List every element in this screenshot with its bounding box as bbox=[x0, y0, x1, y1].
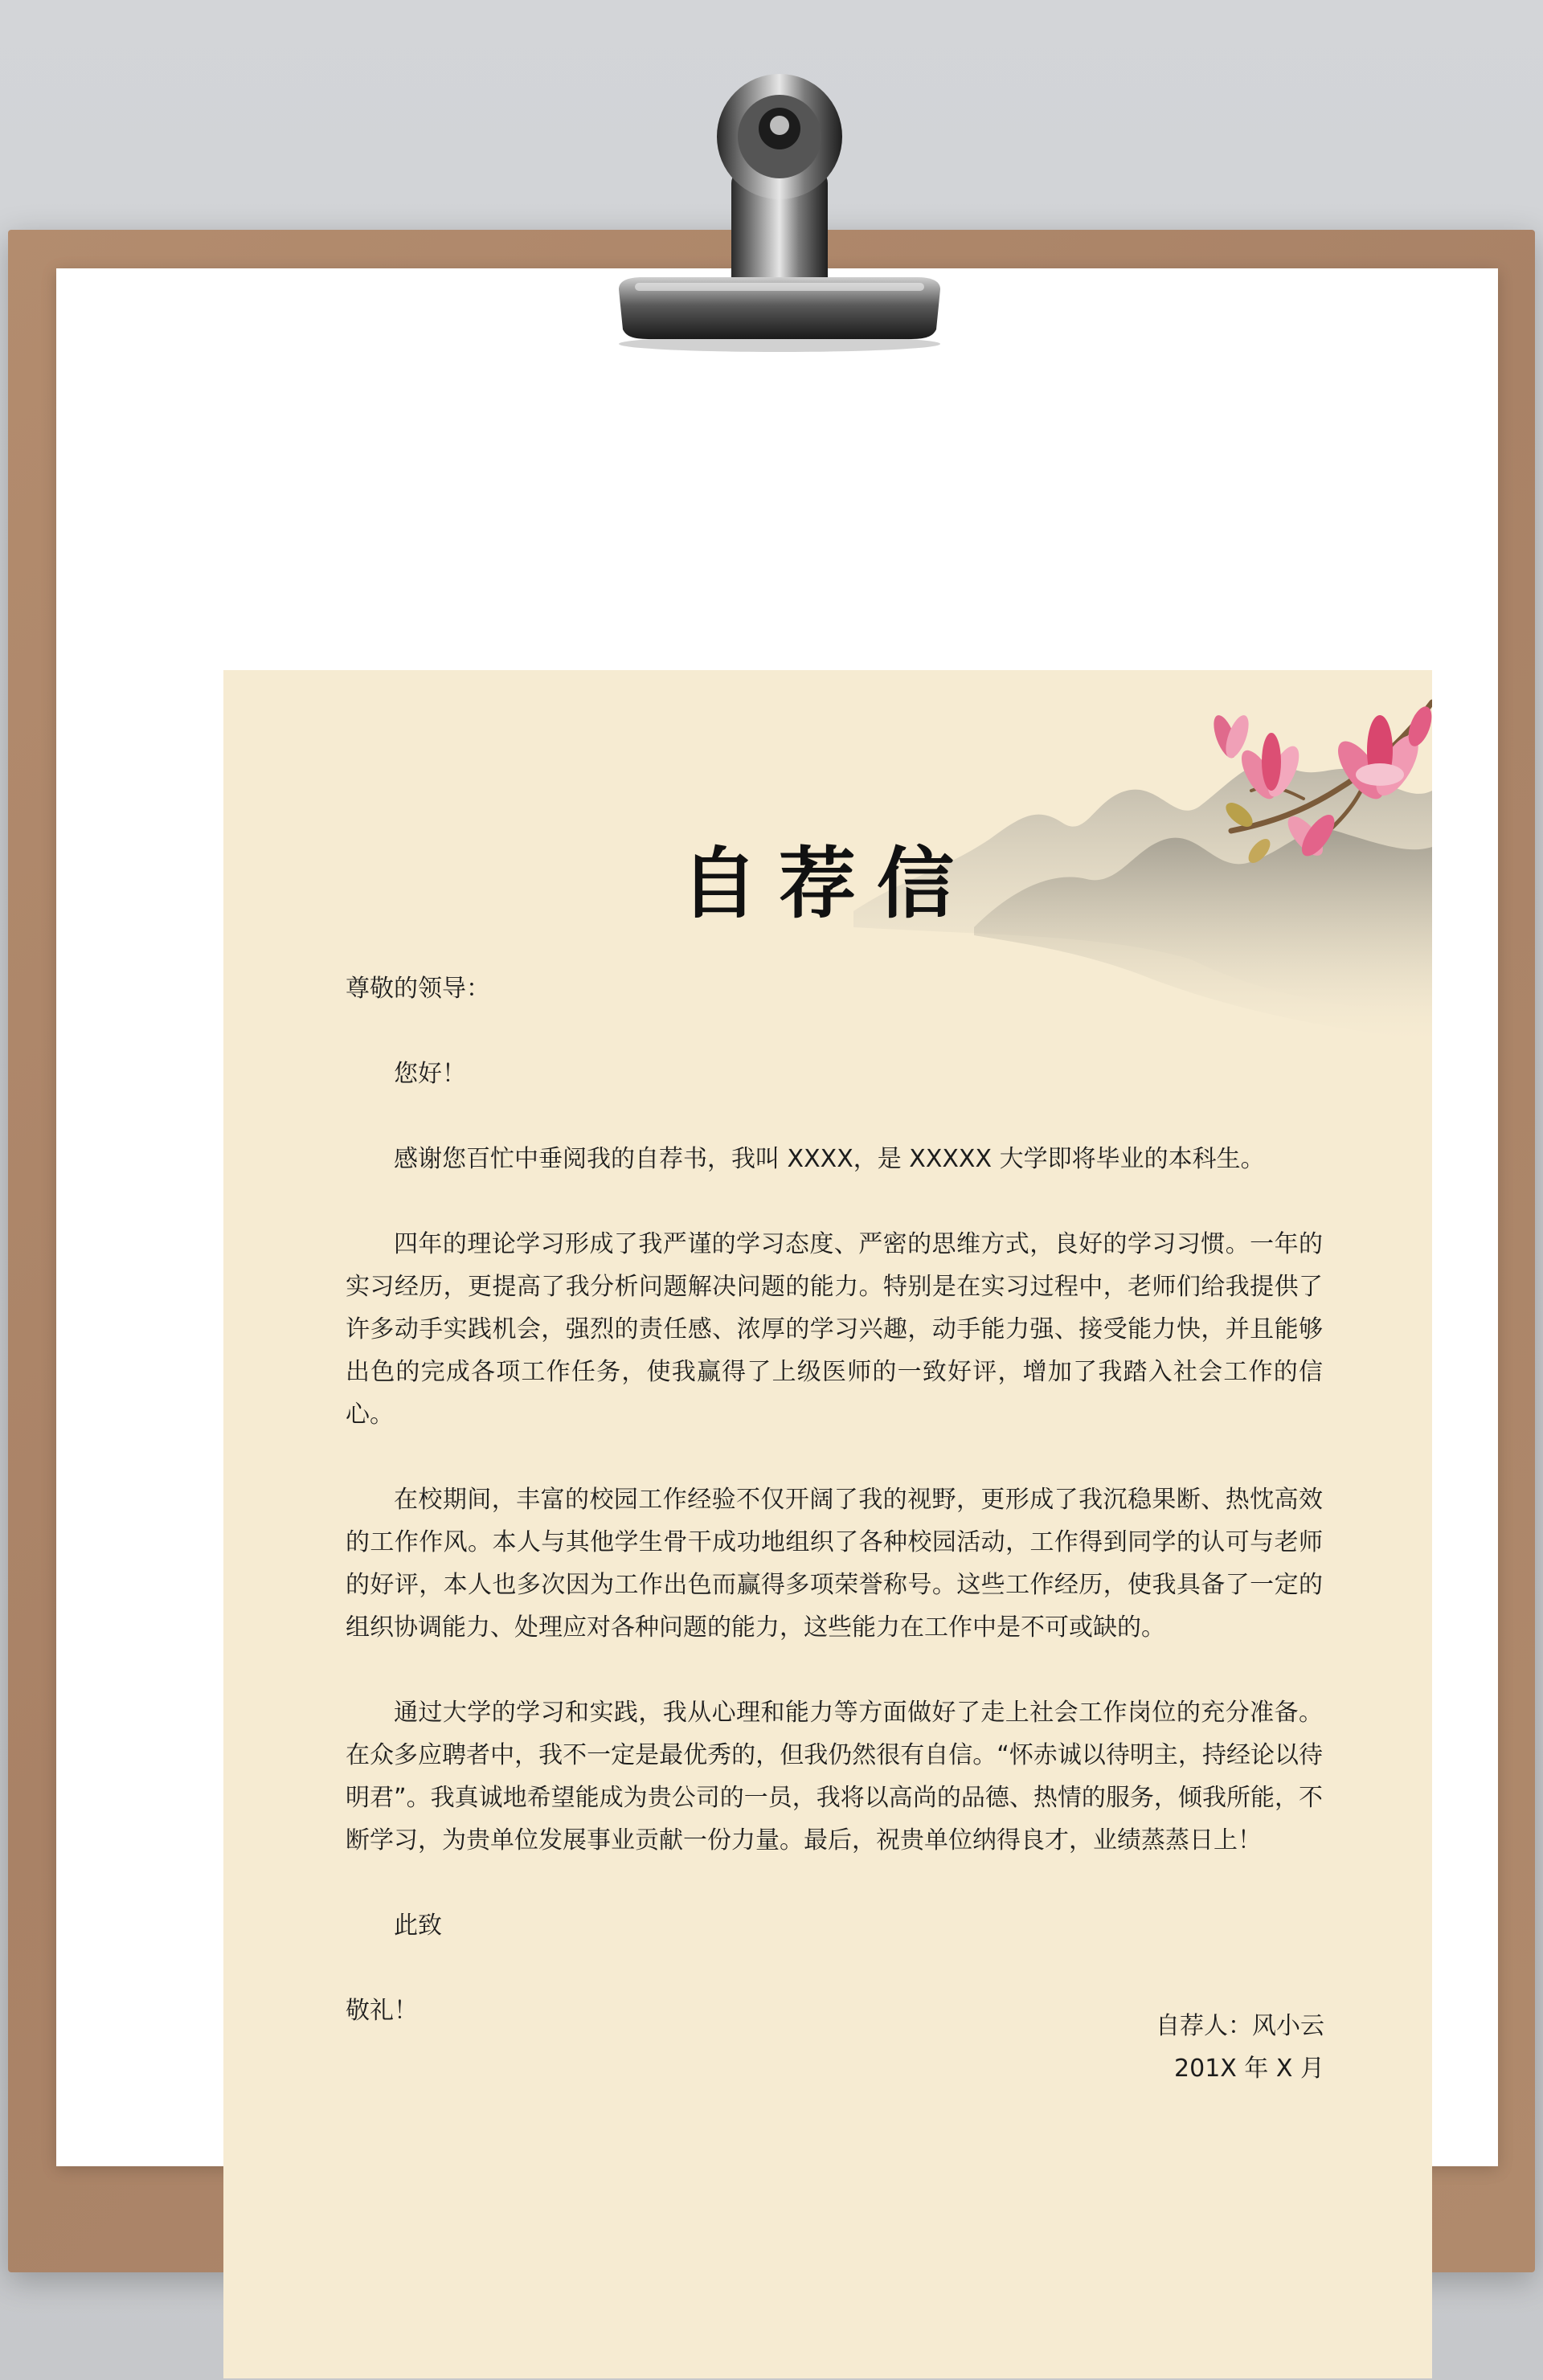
paragraph-intro: 感谢您百忙中垂阅我的自荐书，我叫 XXXX，是 XXXXX 大学即将毕业的本科生。 bbox=[394, 1145, 1265, 1173]
paper-sheet bbox=[56, 268, 1498, 2166]
paragraph-study: 四年的理论学习形成了我严谨的学习态度、严密的思维方式，良好的学习习惯。一年的实习经历，更提高了我分析问题解决问题的能力。特别是在实习过程中，老师们给我提供了许多动手实践机会，强烈的责任感、浓厚的学习兴趣，动手能力强、接受能力快，并且能够出色的完成各项工作任务，使我赢得了上级医师的一致好评，增加了我踏入社会工作的信心。 bbox=[346, 1230, 1323, 1429]
letter-page bbox=[223, 670, 1432, 2378]
signature-block bbox=[1156, 2005, 1324, 2090]
letter-body bbox=[346, 967, 1323, 2075]
binder-clip-icon bbox=[611, 48, 948, 354]
paragraph-closing: 通过大学的学习和实践，我从心理和能力等方面做好了走上社会工作岗位的充分准备。在众多应聘者中，我不一定是最优秀的，但我仍然很有自信。“怀赤诚以待明主，持经论以待明君”。我真诚地希望能成为贵公司的一员，我将以高尚的品德、热情的服务，倾我所能，不断学习，为贵单位发展事业贡献一份力量。最后，祝贵单位纳得良才，业绩蒸蒸日上！ bbox=[346, 1699, 1323, 1855]
signature: 自荐人：风小云 bbox=[1156, 2012, 1324, 2040]
salutation: 尊敬的领导： bbox=[346, 975, 490, 1003]
letter-title: 自荐信 bbox=[681, 839, 975, 929]
date: 201X 年 X 月 bbox=[1174, 2055, 1324, 2083]
regards: 敬礼！ bbox=[346, 1997, 418, 2025]
paragraph-campus: 在校期间，丰富的校园工作经验不仅开阔了我的视野，更形成了我沉稳果断、热忱高效的工作作风。本人与其他学生骨干成功地组织了各种校园活动，工作得到同学的认可与老师的好评，本人也多次因为工作出色而赢得多项荣誉称号。这些工作经历，使我具备了一定的组织协调能力、处理应对各种问题的能力，这些能力在工作中是不可或缺的。 bbox=[346, 1486, 1323, 1642]
closing-phrase: 此致 bbox=[394, 1912, 442, 1940]
greeting: 您好！ bbox=[394, 1060, 466, 1088]
